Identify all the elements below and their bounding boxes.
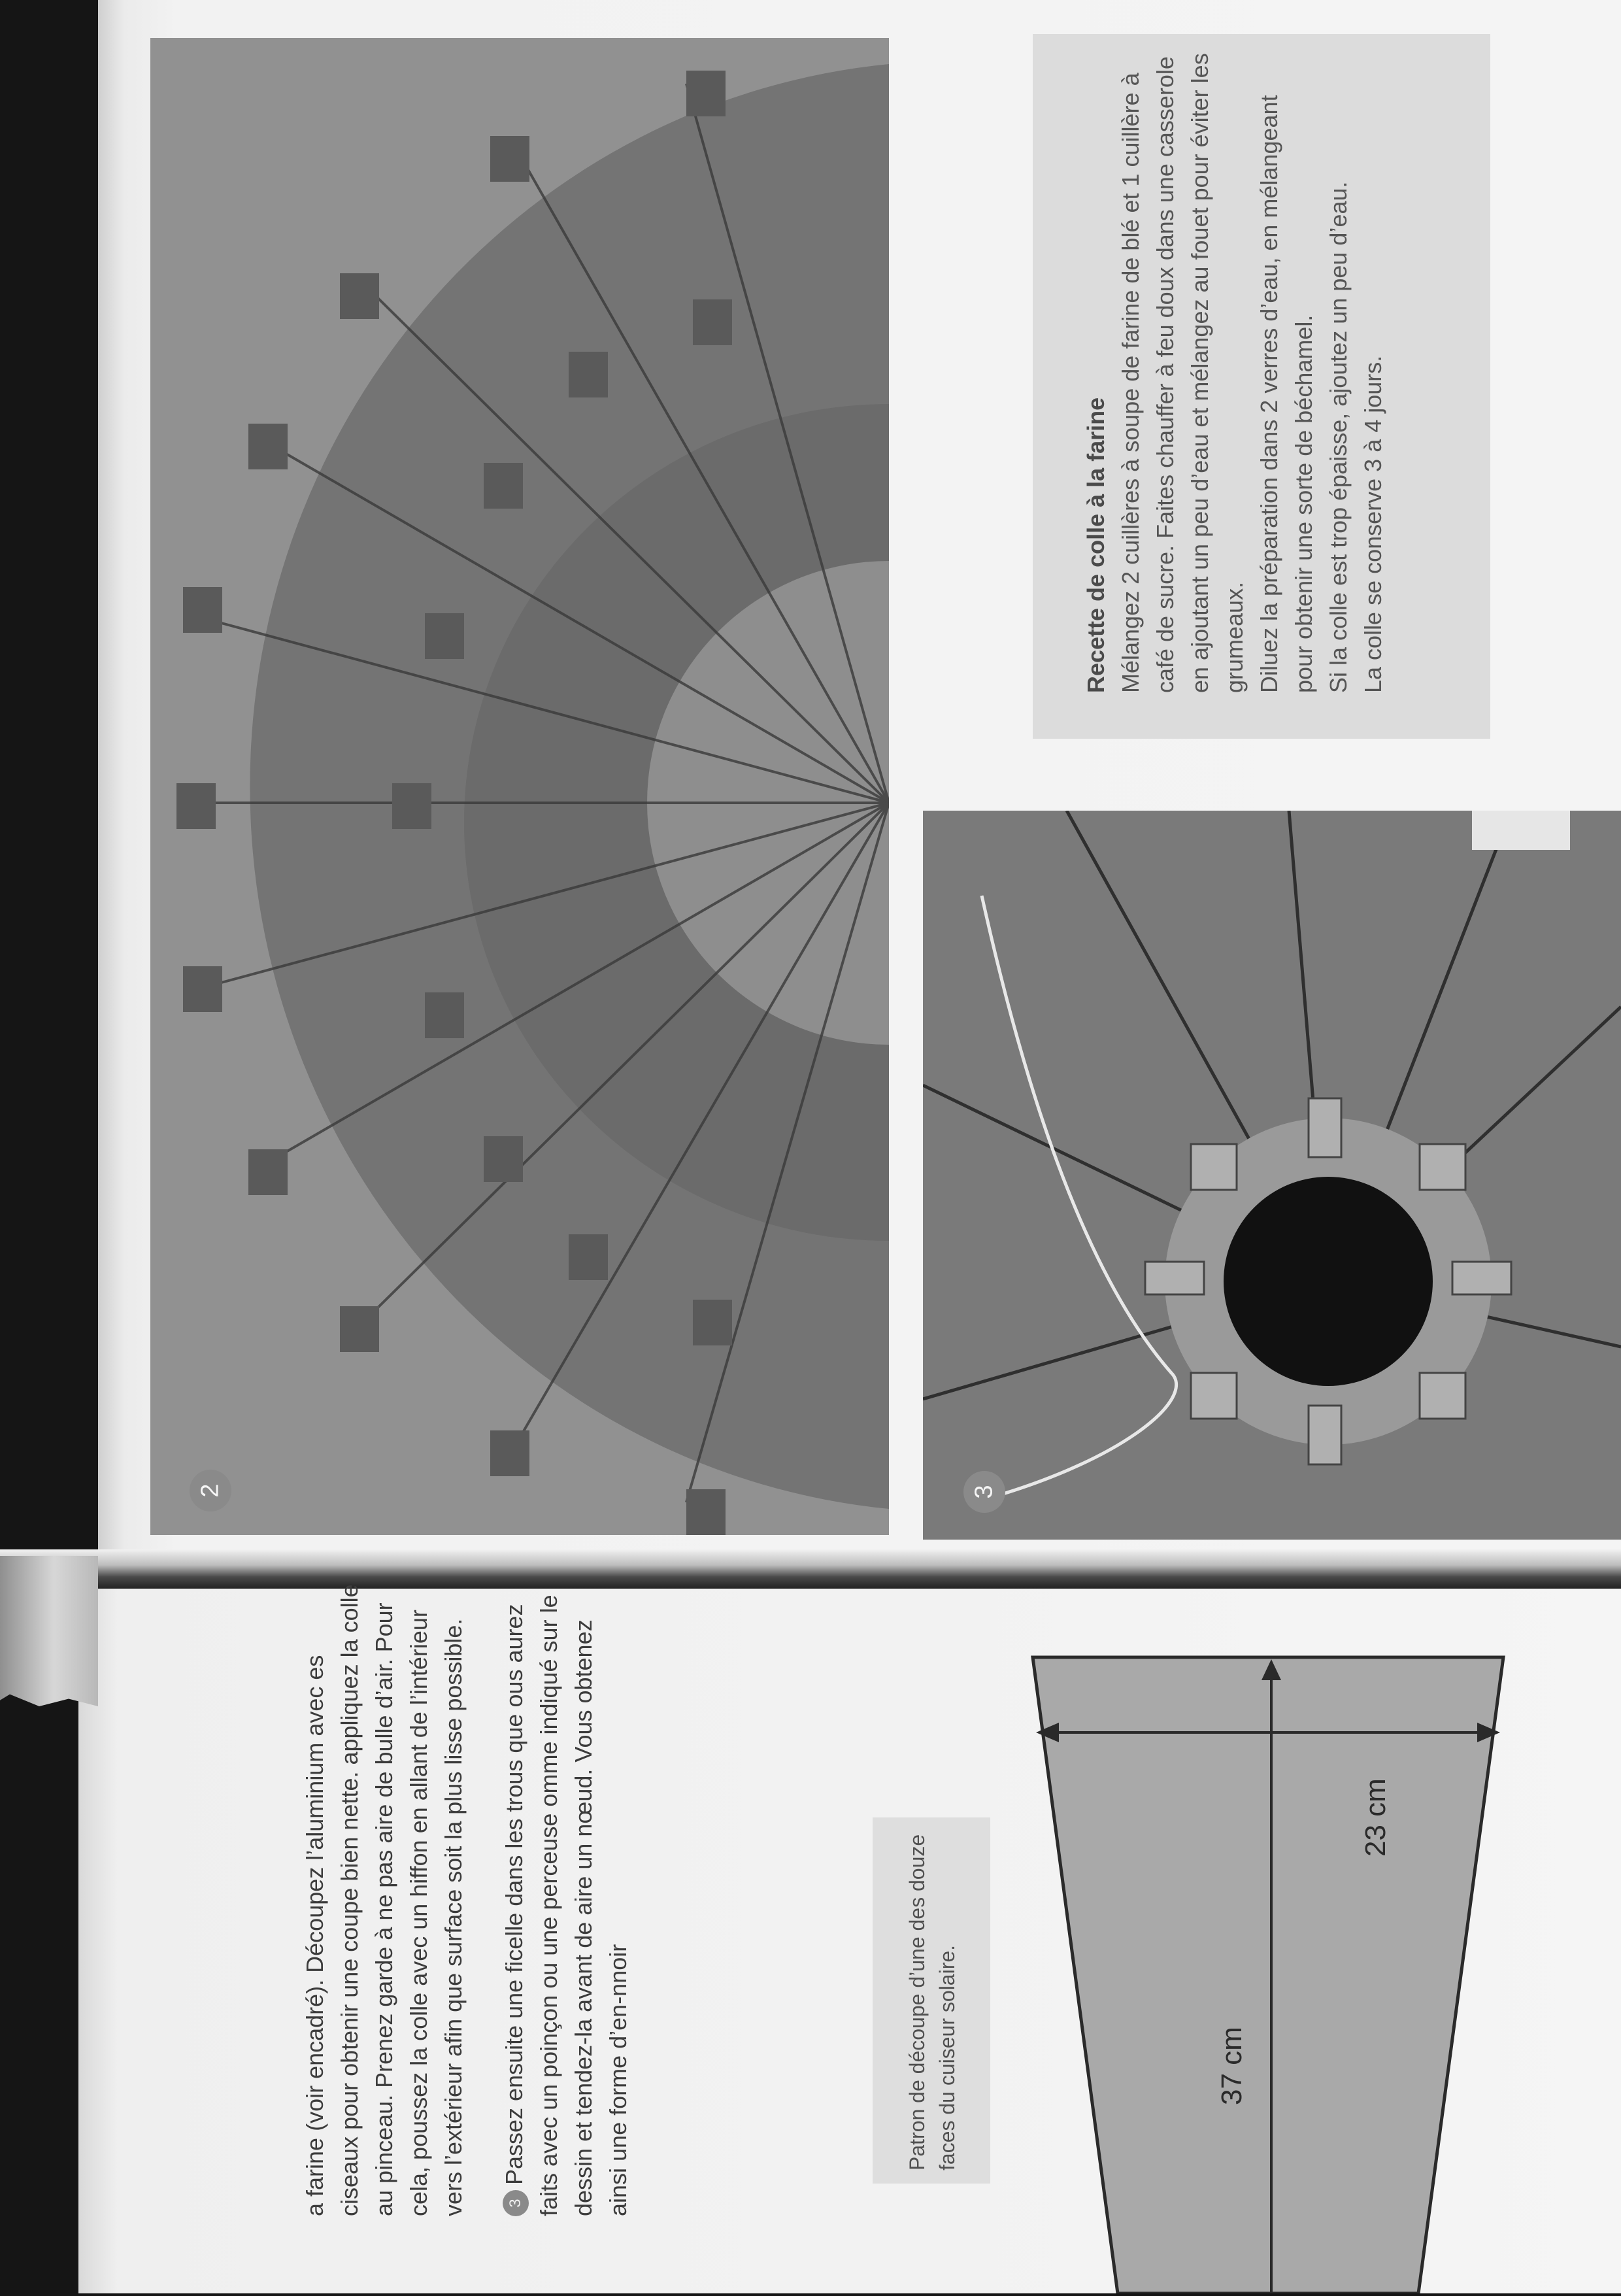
photo-2-number: 2 bbox=[190, 1470, 231, 1511]
pattern-caption-text: Patron de découpe d’une des douze faces du cuiseur solaire. bbox=[905, 1834, 959, 2170]
tape-strip bbox=[0, 1556, 98, 1706]
recipe-paragraph-2: Diluez la préparation dans 2 verres d’eau, en mélangeant pour obtenir une sorte de béchamel. bbox=[1256, 95, 1317, 693]
cutting-pattern bbox=[1020, 1647, 1516, 2293]
step-3-badge: 3 bbox=[503, 2190, 529, 2216]
pattern-width-label: 23 cm bbox=[1360, 1778, 1392, 1857]
photo-assembled-cone bbox=[923, 811, 1621, 1540]
pattern-height-label: 37 cm bbox=[1216, 2027, 1248, 2105]
book-gutter bbox=[0, 1549, 1621, 1589]
pattern-caption bbox=[902, 1831, 962, 2170]
recipe-text bbox=[1078, 46, 1390, 693]
recipe-paragraph-1: Mélangez 2 cuillères à soupe de farine de blé et 1 cuillère à café de sucre. Faites chauffer à feu doux dans une casserole en ajoutant un peu d’eau et mélangez au fouet pour éviter les grumeaux. bbox=[1117, 53, 1248, 693]
instructions-paragraph-1: a farine (voir encadré). Découpez l’aluminium avec es ciseaux pour obtenir une coupe bien nette. appliquez la colle au pinceau. Prenez garde à ne pas aire de bulle d’air. Pour cela, poussez la colle avec un hiffon en allant de l’intérieur vers l’extérieur afin que surface soit la plus lisse possible. bbox=[301, 1584, 467, 2216]
trapezoid-pattern-drawing bbox=[1020, 1647, 1516, 2293]
recipe-title: Recette de colle à la farine bbox=[1082, 397, 1109, 693]
instructions-text bbox=[297, 1576, 635, 2216]
cone-illustration bbox=[923, 811, 1621, 1540]
photo-3-number: 3 bbox=[963, 1471, 1005, 1513]
instructions-paragraph-2 bbox=[497, 1576, 635, 2216]
instructions-paragraph-2-text: Passez ensuite une ficelle dans les trous que ous aurez faits avec un poinçon ou une perceuse omme indiqué sur le dessin et tendez-la avant de aire un nœud. Vous obtenez ainsi une forme d’en-nnoir bbox=[501, 1595, 631, 2216]
recipe-paragraph-3: Si la colle est trop épaisse, ajoutez un peu d’eau. bbox=[1325, 181, 1352, 693]
recipe-paragraph-4: La colle se conserve 3 à 4 jours. bbox=[1360, 355, 1386, 693]
cardboard-ring-illustration bbox=[150, 38, 889, 1535]
photo-cardboard-ring bbox=[150, 38, 889, 1535]
